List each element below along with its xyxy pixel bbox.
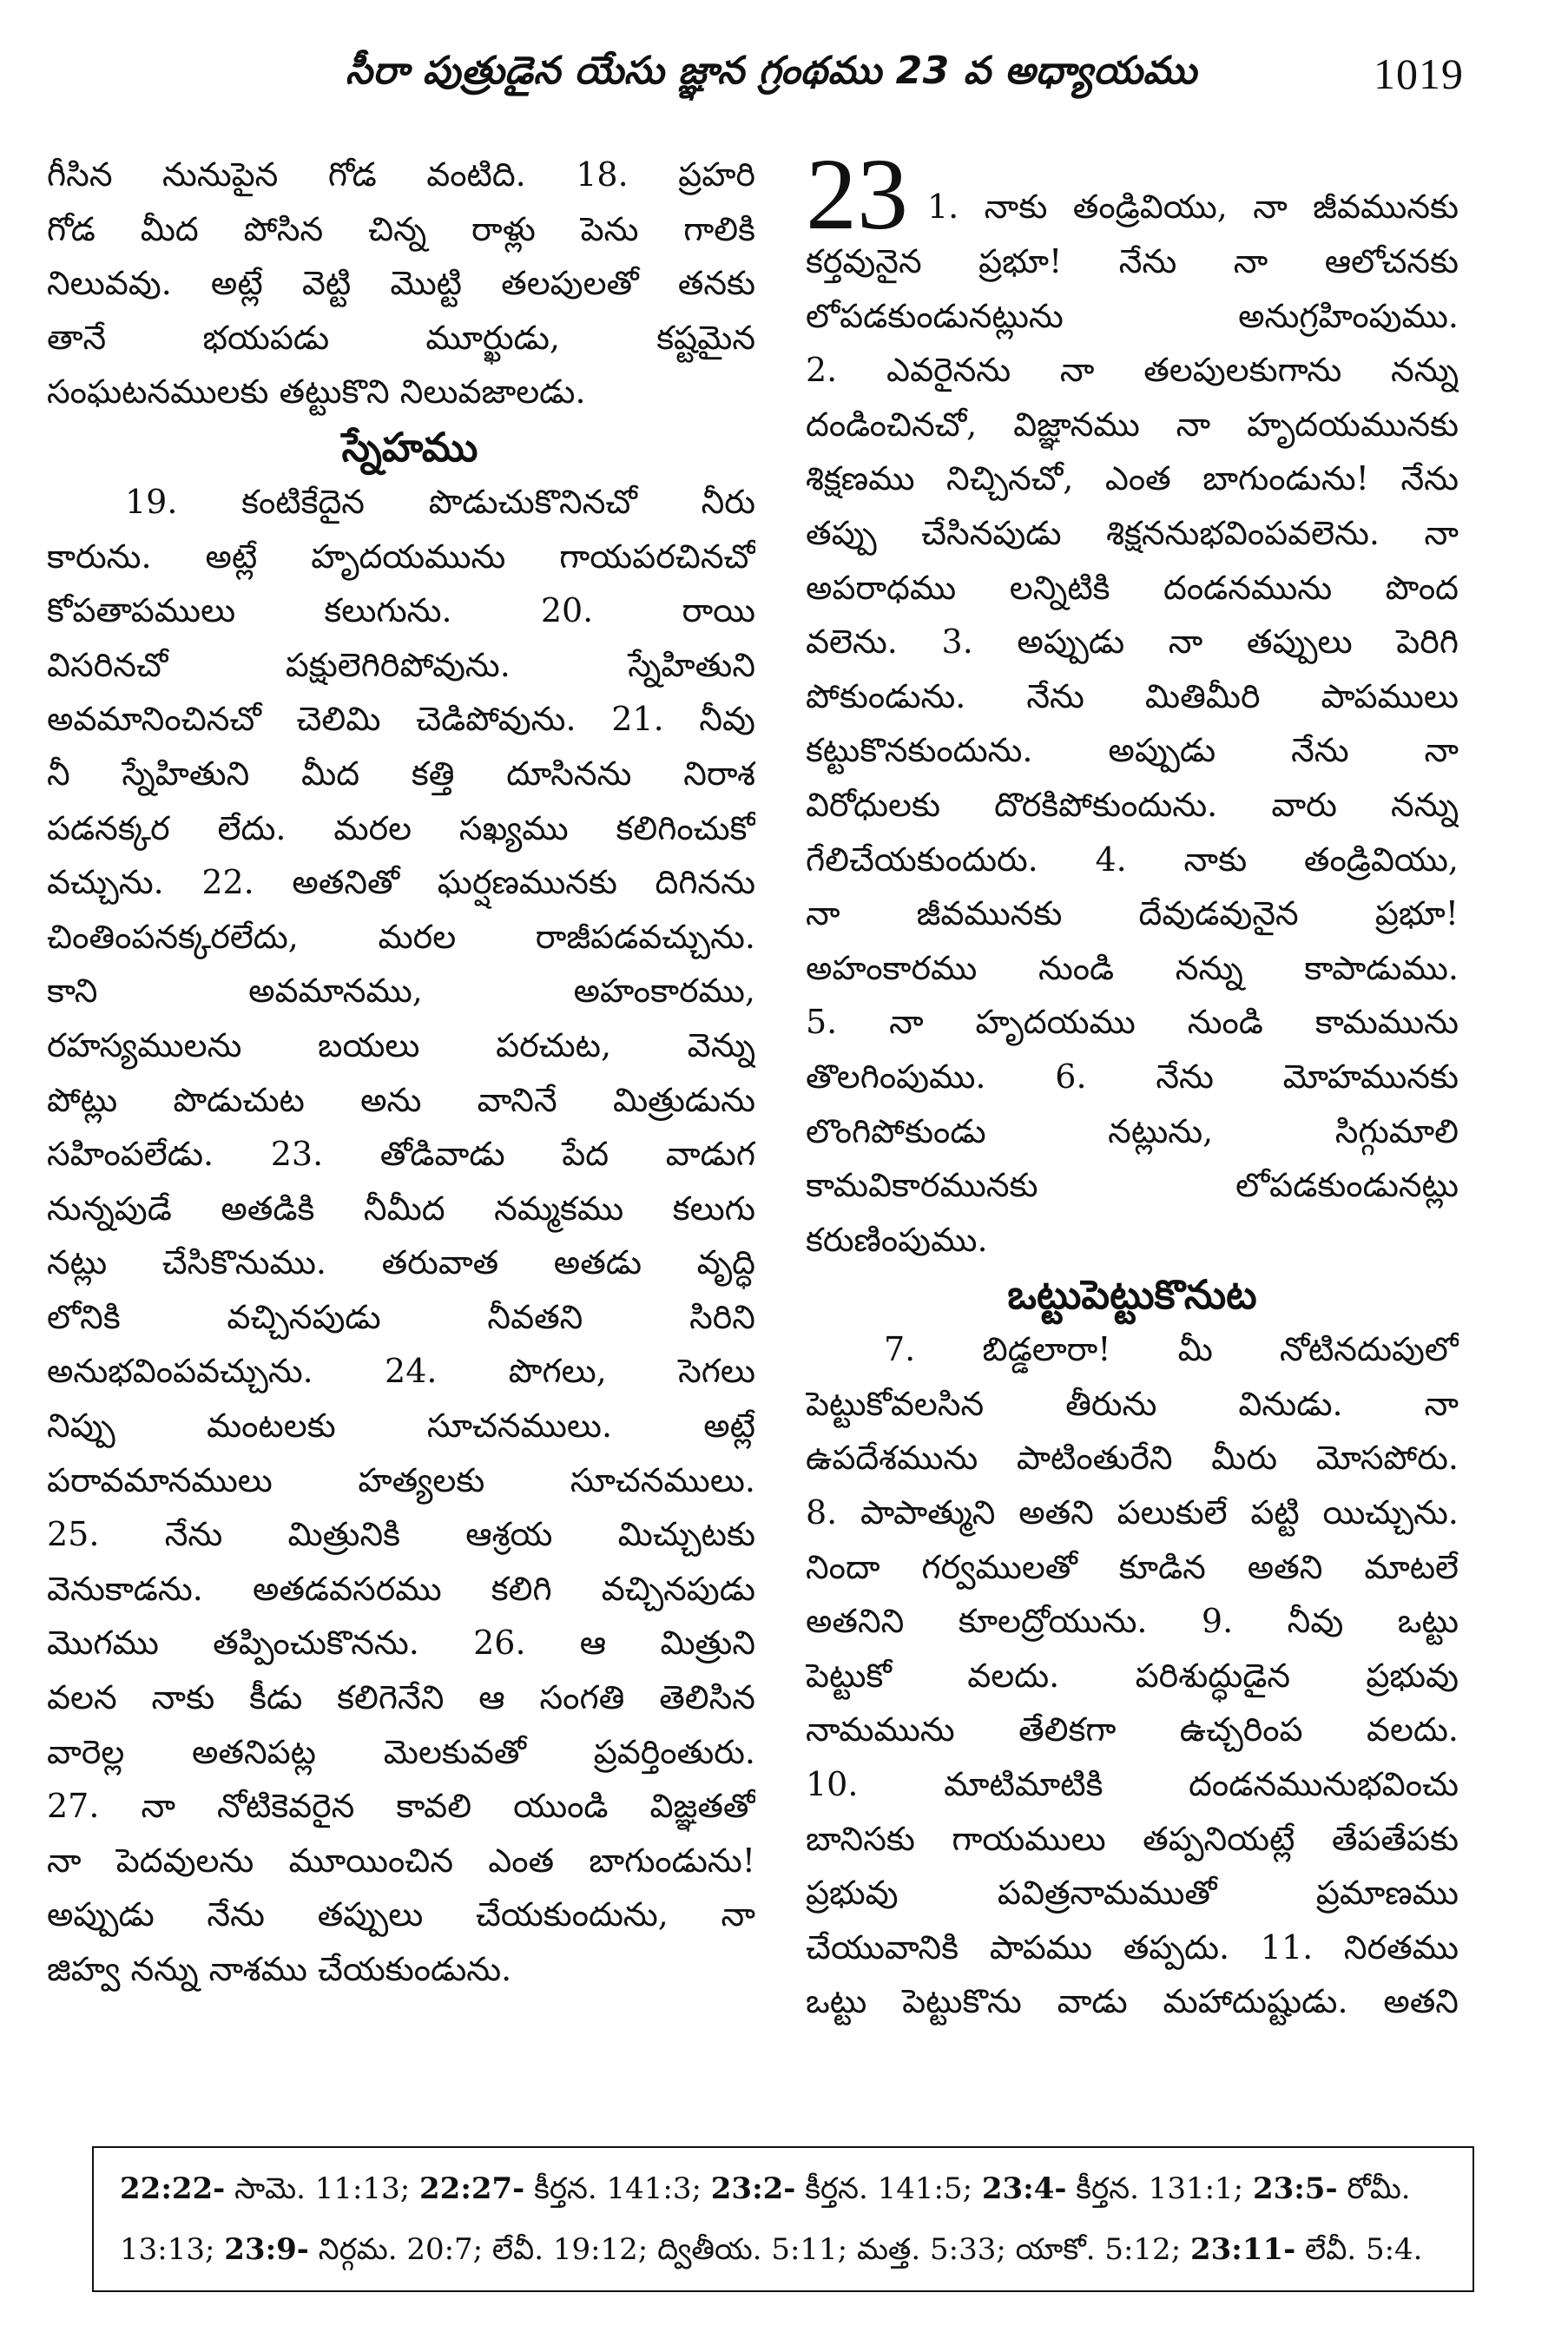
text-line: నామమును తేలికగా ఉచ్చరింప వలదు. <box>806 1710 1459 1749</box>
reference-key: 23:9- <box>224 2232 309 2267</box>
running-title: సీరా పుత్రుడైన యేసు జ్ఞాన గ్రంథము 23 వ అధ్యాయము <box>346 49 1197 93</box>
text-line: అప్పుడు నేను తప్పులు చేయకుందును, నా <box>47 1895 755 1934</box>
text-line: పెట్టుకోవలసిన తీరును వినుడు. నా <box>806 1384 1459 1423</box>
cross-reference-box <box>92 2146 1474 2292</box>
text-line: విరోధులకు దొరకిపోకుందును. వారు నన్ను <box>806 785 1459 824</box>
text-line: నిప్పు మంటలకు సూచనములు. అట్లే <box>47 1407 755 1446</box>
reference-text: కీర్తన. 131:1; <box>1066 2171 1253 2206</box>
reference-line <box>120 2158 1446 2219</box>
text-line: బానిసకు గాయములు తప్పనియట్లే తేపతేపకు <box>806 1819 1459 1858</box>
text-line: తప్పు చేసినపుడు శిక్షననుభవింపవలెను. నా <box>806 513 1459 552</box>
text-line: పరావమానములు హత్యలకు సూచనములు. <box>47 1460 755 1499</box>
text-line: శిక్షణము నిచ్చినచో, ఎంత బాగుండును! నేను <box>806 459 1459 498</box>
right-paragraph-main <box>806 1322 1459 2029</box>
section-heading-oaths: ఒట్టుపెట్టుకొనుట <box>1007 1271 1257 1319</box>
right-column <box>806 137 1459 2029</box>
text-line: గోడ మీద పోసిన చిన్న రాళ్లు పెను గాలికి <box>47 209 755 248</box>
text-line: వలన నాకు కీడు కలిగెనేని ఆ సంగతి తెలిసిన <box>47 1678 755 1717</box>
text-line: పెట్టుకో వలదు. పరిశుద్ధుడైన ప్రభువు <box>806 1656 1459 1695</box>
text-line: 19. కంటికేదైన పొడుచుకొనినచో నీరు <box>125 482 755 521</box>
text-line: తొలగింపుము. 6. నేను మోహమునకు <box>806 1057 1459 1096</box>
reference-text: కీర్తన. 141:5; <box>795 2171 982 2206</box>
reference-line <box>120 2219 1446 2280</box>
text-line: ఉపదేశమును పాటింతురేని మీరు మోసపోరు. <box>806 1439 1459 1478</box>
text-line: మొగము తప్పించుకొనను. 26. ఆ మిత్రుని <box>47 1624 755 1663</box>
text-line: లోనికి వచ్చినపుడు నీవతని సిరిని <box>47 1297 755 1336</box>
chapter-opening <box>806 137 1459 251</box>
text-line: 7. బిడ్డలారా! మీ నోటినదుపులో <box>884 1330 1459 1369</box>
left-column <box>47 148 755 1997</box>
text-line: కరుణింపుము. <box>806 1220 988 1259</box>
text-line: వారెల్ల అతనిపట్ల మెలకువతో ప్రవర్తింతురు. <box>47 1732 755 1771</box>
reference-key: 23:5- <box>1252 2171 1338 2206</box>
text-line: 10. మాటిమాటికి దండనమునుభవించు <box>806 1765 1459 1804</box>
text-line: లొంగిపోకుండు నట్లును, సిగ్గుమాలి <box>806 1111 1459 1150</box>
text-line: గీసిన నునుపైన గోడ వంటిది. 18. ప్రహరి <box>47 155 755 194</box>
text-line: విసరినచో పక్షులెగిరిపోవును. స్నేహితుని <box>47 645 755 684</box>
text-line: పోట్లు పొడుచుట అను వానినే మిత్రుడును <box>47 1080 755 1119</box>
text-line: కాని అవమానము, అహంకారము, <box>47 972 755 1011</box>
reference-text: సామె. 11:13; <box>225 2171 419 2206</box>
text-line: చేయువానికి పాపము తప్పదు. 11. నిరతము <box>806 1927 1459 1967</box>
text-line: అపరాధము లన్నిటికి దండనమును పొంద <box>806 568 1459 607</box>
text-line: కోపతాపములు కలుగును. 20. రాయి <box>47 591 755 630</box>
text-line: అనుభవింపవచ్చును. 24. పొగలు, సెగలు <box>47 1352 755 1391</box>
text-line: అహంకారము నుండి నన్ను కాపాడుము. <box>806 948 1459 987</box>
text-line: నట్లు చేసికొనుము. తరువాత అతడు వృద్ధి <box>47 1243 755 1282</box>
text-line: తానే భయపడు మూర్ఖుడు, కష్టమైన <box>47 318 755 357</box>
text-line: 27. నా నోటికెవరైన కావలి యుండి విజ్ఞతతో <box>47 1787 755 1826</box>
right-paragraph-top <box>806 234 1459 1267</box>
text-line: పడనక్కర లేదు. మరల సఖ్యము కలిగించుకో <box>47 808 755 847</box>
chapter-number: 23 <box>806 137 908 251</box>
text-line: 25. నేను మిత్రునికి ఆశ్రయ మిచ్చుటకు <box>47 1515 755 1554</box>
text-line: దండించినచో, విజ్ఞానము నా హృదయమునకు <box>806 405 1459 444</box>
text-line: అతనిని కూలద్రోయును. 9. నీవు ఒట్టు <box>806 1602 1459 1641</box>
reference-text: రోమీ. <box>1337 2171 1411 2206</box>
text-line: సంఘటనములకు తట్టుకొని నిలువజాలడు. <box>47 372 586 412</box>
text-line: 5. నా హృదయము నుండి కామమును <box>806 1003 1459 1042</box>
text-line: వెనుకాడను. అతడవసరము కలిగి వచ్చినపుడు <box>47 1569 755 1608</box>
text-line: అవమానించినచో చెలిమి చెడిపోవును. 21. నీవు <box>47 700 755 739</box>
text-line: 2. ఎవరైనను నా తలపులకుగాను నన్ను <box>806 351 1459 390</box>
text-line: రహస్యములను బయలు పరచుట, వెన్ను <box>47 1025 755 1064</box>
text-line: వచ్చును. 22. అతనితో ఘర్షణమునకు దిగినను <box>47 863 755 902</box>
text-line: 1. నాకు తండ్రివియు, నా జీవమునకు <box>927 188 1459 227</box>
text-line: ఒట్టు పెట్టుకొను వాడు మహాదుష్టుడు. అతని <box>806 1982 1459 2021</box>
section-heading-friendship: స్నేహము <box>341 423 478 471</box>
text-line: నిలువవు. అట్లే వెట్టి మొట్టి తలపులతో తనకు <box>47 264 755 303</box>
text-line: లోపడకుండునట్లును అనుగ్రహింపుము. <box>806 296 1459 335</box>
text-line: ప్రభువు పవిత్రనామముతో ప్రమాణము <box>806 1874 1459 1913</box>
text-line: సహింపలేడు. 23. తోడివాడు పేద వాడుగ <box>47 1135 755 1174</box>
page-header <box>104 42 1464 120</box>
text-line: కర్తవునైన ప్రభూ! నేను నా ఆలోచనకు <box>806 242 1459 280</box>
text-line: నున్నపుడే అతడికి నీమీద నమ్మకము కలుగు <box>47 1189 755 1228</box>
text-line: నా పెదవులను మూయించిన ఎంత బాగుండును! <box>47 1841 755 1880</box>
reference-key: 22:27- <box>419 2171 525 2206</box>
text-line: కామవికారమునకు లోపడకుండునట్లు <box>806 1166 1459 1205</box>
reference-key: 23:11- <box>1189 2232 1296 2267</box>
left-paragraph-main <box>47 475 755 1997</box>
left-paragraph-top <box>47 148 755 419</box>
text-line: కారును. అట్లే హృదయమును గాయపరచినచో <box>47 537 755 576</box>
text-line: నీ స్నేహితుని మీద కత్తి దూసినను నిరాశ <box>47 754 755 793</box>
text-line: జిహ్వ నన్ను నాశము చేయకుండును. <box>47 1950 512 1988</box>
text-line: చింతింపనక్కరలేదు, మరల రాజీపడవచ్చును. <box>47 917 755 956</box>
text-line: నిందా గర్వములతో కూడిన అతని మాటలే <box>806 1547 1459 1586</box>
reference-text: 13:13; <box>120 2232 225 2267</box>
text-line: నా జీవమునకు దేవుడవునైన ప్రభూ! <box>806 894 1459 933</box>
text-line: కట్టుకొనకుందును. అప్పుడు నేను నా <box>806 731 1459 770</box>
text-line: 8. పాపాత్ముని అతని పలుకులే పట్టి యిచ్చును. <box>806 1493 1459 1532</box>
text-line: వలెను. 3. అప్పుడు నా తప్పులు పెరిగి <box>806 623 1459 662</box>
reference-key: 23:2- <box>710 2171 796 2206</box>
text-line: గేలిచేయకుందురు. 4. నాకు తండ్రివియు, <box>806 840 1459 879</box>
text-line: పోకుండును. నేను మితిమీరి పాపములు <box>806 676 1459 715</box>
reference-text: లేవీ. 5:4. <box>1295 2232 1423 2267</box>
reference-text: నిర్గమ. 20:7; లేవీ. 19:12; ద్వితీయ. 5:11; మత్త. 5:33; యాకో. 5:12; <box>308 2232 1190 2267</box>
reference-key: 23:4- <box>981 2171 1067 2206</box>
reference-text: కీర్తన. 141:3; <box>524 2171 711 2206</box>
page-number: 1019 <box>1374 49 1464 98</box>
reference-key: 22:22- <box>120 2171 226 2206</box>
